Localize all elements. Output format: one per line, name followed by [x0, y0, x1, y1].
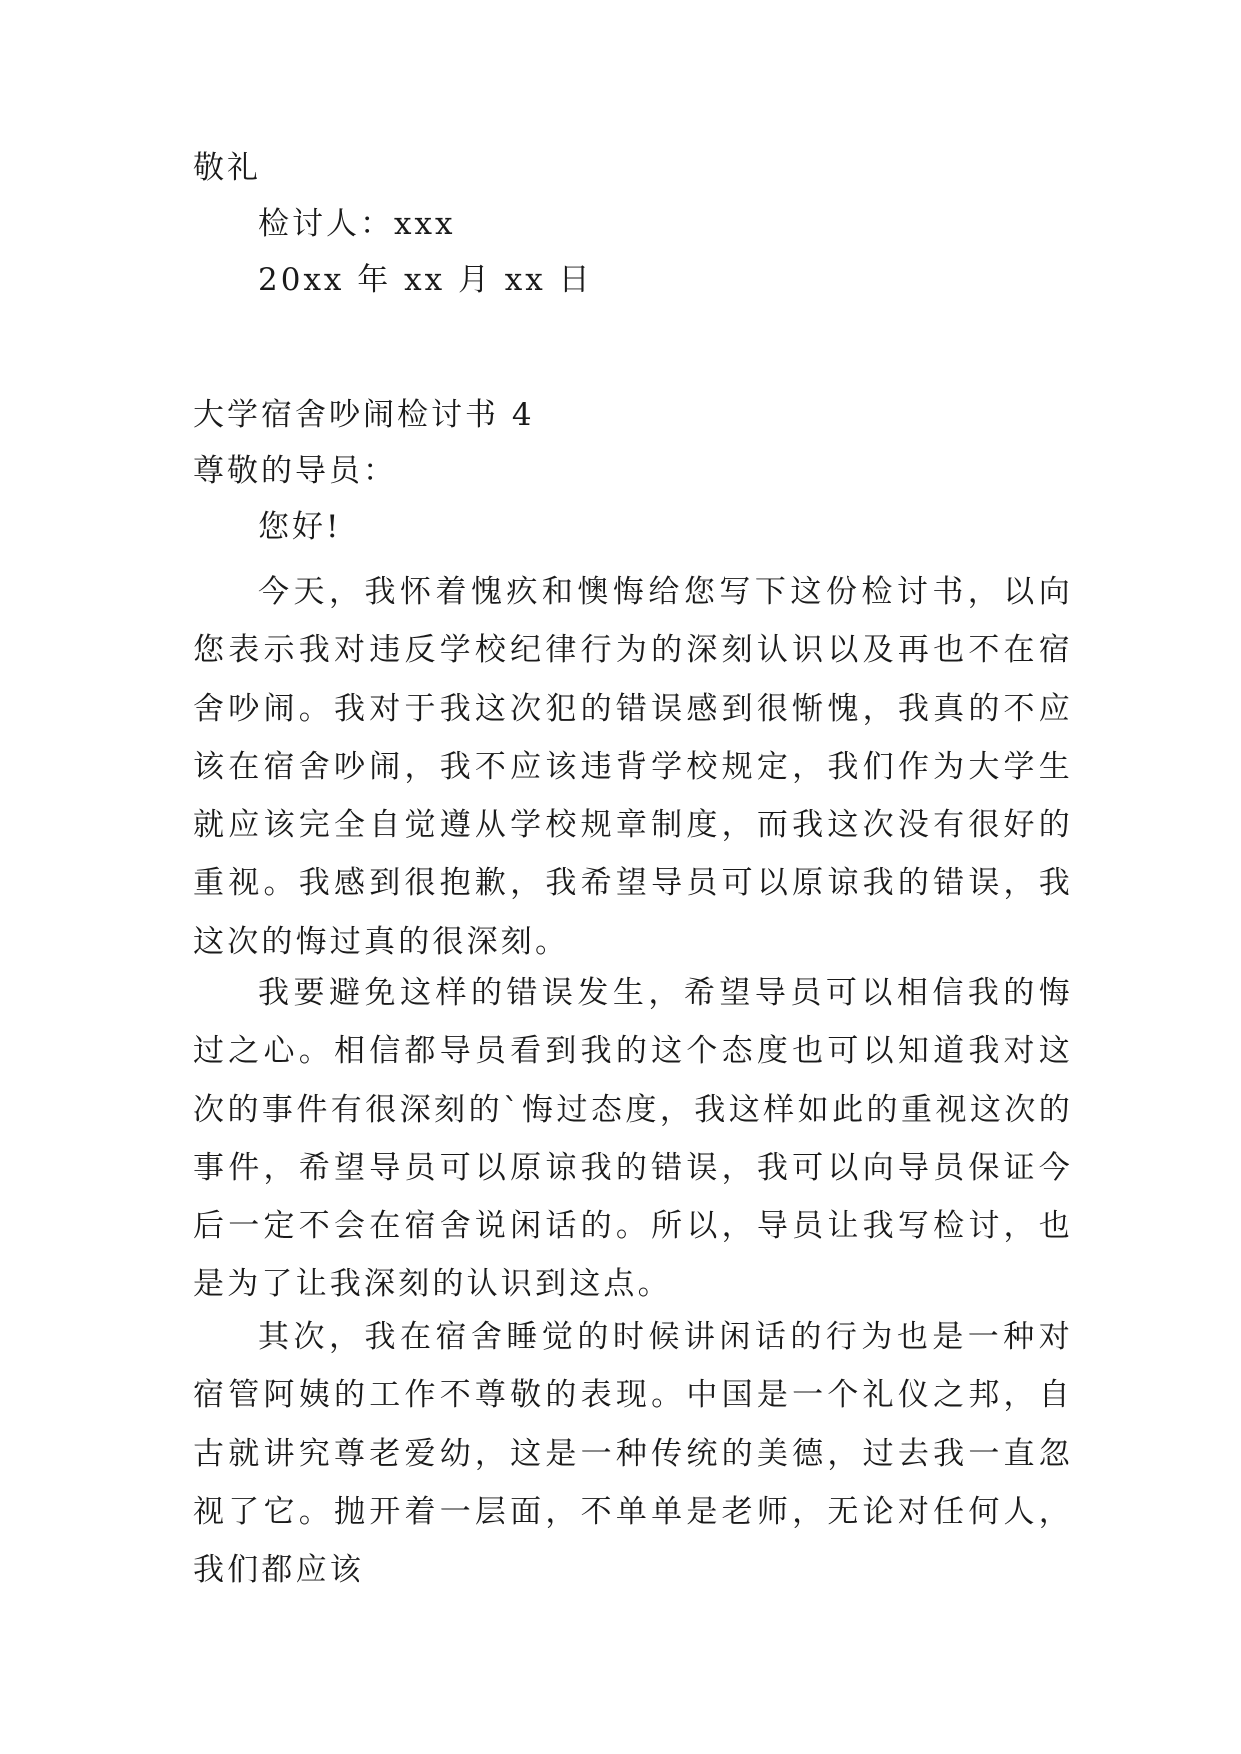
body-paragraph-1: 今天，我怀着愧疚和懊悔给您写下这份检讨书，以向您表示我对违反学校纪律行为的深刻认识以及再也不在宿舍吵闹。我对于我这次犯的错误感到很惭愧，我真的不应该在宿舍吵闹，我不应该违背学校规定，我们作为大学生就应该完全自觉遵从学校规章制度，而我这次没有很好的重视。我感到很抱歉，我希望导员可以原谅我的错误，我这次的悔过真的很深刻。 [193, 574, 1073, 960]
body-paragraph-3: 其次，我在宿舍睡觉的时候讲闲话的行为也是一种对宿管阿姨的工作不尊敬的表现。中国是一个礼仪之邦，自古就讲究尊老爱幼，这是一种传统的美德，过去我一直忽视了它。抛开着一层面，不单单是老师，无论对任何人，我们都应该 [193, 1319, 1073, 1589]
greeting-line: 尊敬的导员： [193, 453, 397, 489]
body-paragraph-2: 我要避免这样的错误发生，希望导员可以相信我的悔过之心。相信都导员看到我的这个态度也可以知道我对这次的事件有很深刻的`悔过态度，我这样如此的重视这次的事件，希望导员可以原谅我的错误，我可以向导员保证今后一定不会在宿舍说闲话的。所以，导员让我写检讨，也是为了让我深刻的认识到这点。 [193, 975, 1073, 1303]
signer-line: 检讨人：xxx [258, 206, 456, 242]
section-title: 大学宿舍吵闹检讨书 4 [193, 397, 535, 433]
date-line: 20xx 年 xx 月 xx 日 [258, 262, 593, 298]
closing-salute: 敬礼 [193, 150, 261, 186]
hello-line: 您好! [258, 509, 342, 545]
